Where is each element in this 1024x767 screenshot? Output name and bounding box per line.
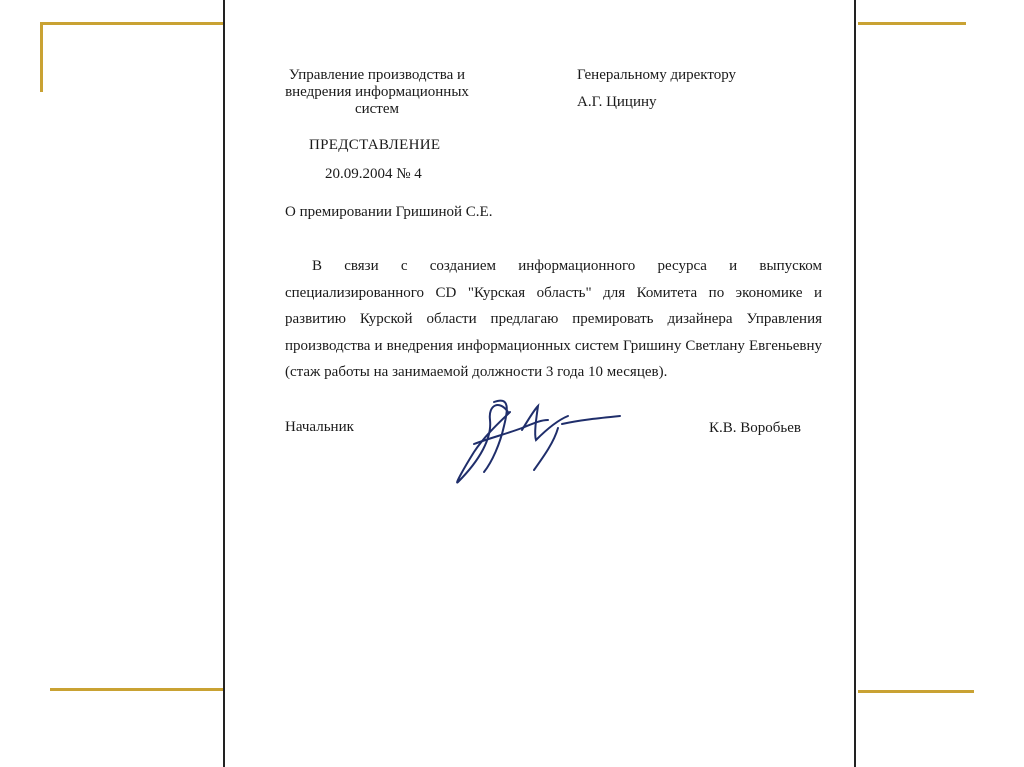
decorative-line [858, 22, 966, 25]
document-page [223, 0, 856, 767]
sender-department: Управление производства и внедрения информационных систем [285, 67, 469, 117]
handwritten-signature [450, 390, 625, 490]
signer-role: Начальник [285, 419, 354, 435]
decorative-line [50, 688, 224, 691]
decorative-line [40, 22, 43, 92]
decorative-line [40, 22, 224, 25]
document-subject: О премировании Гришиной С.Е. [285, 204, 493, 220]
document-body: В связи с созданием информационного ресурса и выпуском специализированного CD "Курская область" для Комитета по экономике и развитию Курской области предлагаю премировать дизайнера Управления производства и внедрения информационных систем Гришину Светлану Евгеньевну (стаж работы на занимаемой должности 3 года 10 месяцев). [285, 258, 822, 381]
addressee-name: А.Г. Цицину [577, 94, 657, 110]
document-date-number: 20.09.2004 № 4 [325, 166, 422, 182]
document-type: ПРЕДСТАВЛЕНИЕ [309, 137, 441, 153]
addressee-position: Генеральному директору [577, 67, 737, 83]
decorative-line [858, 690, 974, 693]
signer-name: К.В. Воробьев [709, 420, 801, 436]
